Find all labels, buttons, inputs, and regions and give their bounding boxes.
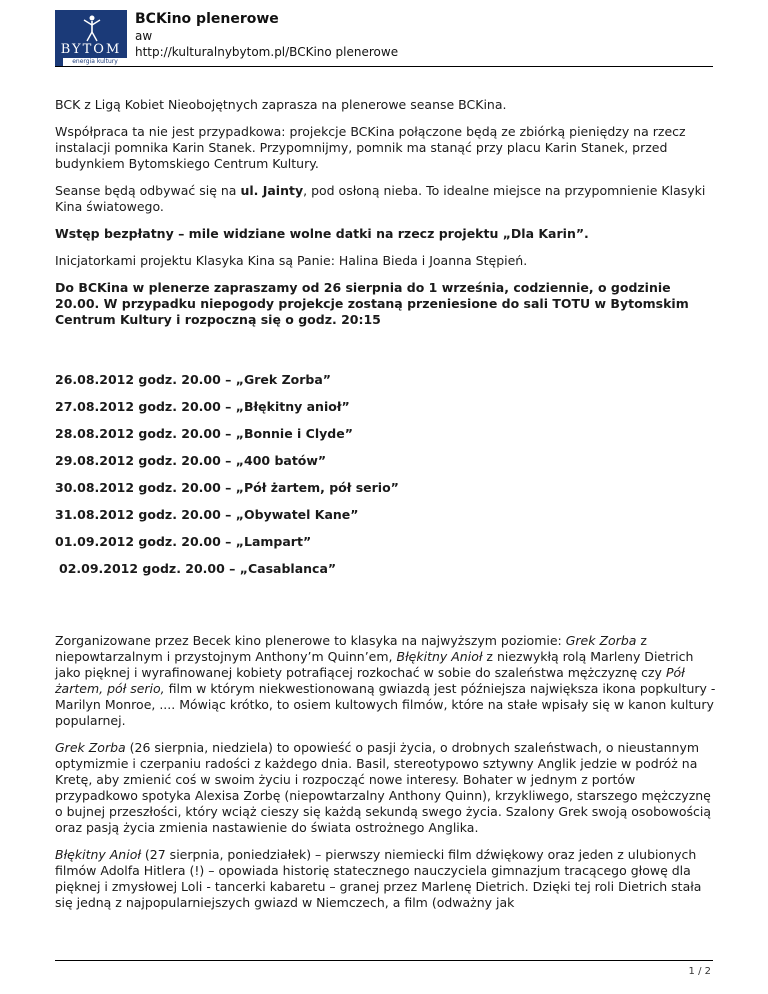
overview-text: z niezwykłą rolą Marleny Dietrich jako pięknej i wyrafinowanej kobiety potrafiącej rozkochać w sobie do szaleństwa mężczyznę czy xyxy=(55,649,694,680)
schedule-item: 26.08.2012 godz. 20.00 – „Grek Zorba” xyxy=(55,372,331,387)
document-header xyxy=(55,10,713,66)
paragraph-intro: BCK z Ligą Kobiet Nieobojętnych zaprasza na plenerowe seanse BCKina. xyxy=(55,97,507,112)
spacer xyxy=(55,588,717,633)
footer-divider xyxy=(55,960,713,961)
paragraph-blekitny-aniol xyxy=(55,847,717,911)
paragraph-overview xyxy=(55,633,717,729)
schedule-item: 27.08.2012 godz. 20.00 – „Błękitny anioł” xyxy=(55,399,350,414)
spacer xyxy=(55,339,717,372)
logo-word: BYTOM xyxy=(60,42,122,57)
schedule-item: 28.08.2012 godz. 20.00 – „Bonnie i Clyde” xyxy=(55,426,353,441)
film-title: Grek Zorba xyxy=(565,633,637,648)
location-text-a: Seanse będą odbywać się na xyxy=(55,183,241,198)
location-text-c: , pod osłoną nieba. To idealne miejsce na przypomnienie Klasyki Kina światowego. xyxy=(55,183,706,214)
article-body xyxy=(55,97,717,922)
bytom-logo xyxy=(55,10,127,66)
paragraph-location xyxy=(55,183,717,215)
overview-text: film w którym niekwestionowaną gwiazdą jest późniejsza największa ikona popkultury - Marilyn Monroe, .... Mówiąc krótko, to osiem kultowych filmów, które na stałe wpisały się w kanon kultury popularnej. xyxy=(55,681,716,728)
document-url[interactable]: http://kulturalnybytom.pl/BCKino plenerowe xyxy=(135,45,399,59)
film-title: Błękitny Anioł xyxy=(396,649,483,664)
film-description: (26 sierpnia, niedziela) to opowieść o pasji życia, o drobnych szaleństwach, o nieustannym optymizmie i czerpaniu radości z każdego dnia. Basil, stereotypowo sztywny Anglik jedzie w podróż na Kretę, aby zmienić coś w swoim życiu i rozpocząć nowe interesy. Bohater w jednym z portów przypadkowo spotyka Alexisa Zorbę (niepowtarzalny Anthony Quinn), krzykliwego, starszego mężczyznę o bujnej przeszłości, który wciąż cieszy się każdą sekundą swego życia. Szalony Grek swoją osobowością oraz pasją życia zmienia nastawienie do świata ostrożnego Anglika. xyxy=(55,740,712,835)
schedule-item: 31.08.2012 godz. 20.00 – „Obywatel Kane” xyxy=(55,507,359,522)
schedule-item: 01.09.2012 godz. 20.00 – „Lampart” xyxy=(55,534,312,549)
paragraph-initiators: Inicjatorkami projektu Klasyka Kina są Panie: Halina Bieda i Joanna Stępień. xyxy=(55,253,528,268)
screening-schedule xyxy=(55,372,717,577)
overview-text: Zorganizowane przez Becek kino plenerowe to klasyka na najwyższym poziomie: xyxy=(55,633,566,648)
film-title: Błękitny Anioł xyxy=(55,847,141,862)
location-street: ul. Jainty xyxy=(240,183,304,198)
schedule-item: 30.08.2012 godz. 20.00 – „Pół żartem, pół serio” xyxy=(55,480,399,495)
paragraph-dates: Do BCKina w plenerze zapraszamy od 26 sierpnia do 1 września, codziennie, o godzinie 20.00. W przypadku niepogody projekcje zostaną przeniesione do sali TOTU w Bytomskim Centrum Kultury i rozpoczną się o godz. 20:15 xyxy=(55,280,689,327)
schedule-item: 02.09.2012 godz. 20.00 – „Casablanca” xyxy=(59,561,337,576)
paragraph-grek-zorba xyxy=(55,740,717,836)
overview-text: z niepowtarzalnym i przystojnym Anthony’m Quinn’em, xyxy=(55,633,647,664)
logo-tagline: energia kultury xyxy=(63,58,127,66)
schedule-item: 29.08.2012 godz. 20.00 – „400 batów” xyxy=(55,453,327,468)
document-title: BCKino plenerowe xyxy=(135,11,279,27)
paragraph-cooperation: Współpraca ta nie jest przypadkowa: projekcje BCKina połączone będą ze zbiórką pieniędzy na rzecz instalacji pomnika Karin Stanek. Przypomnijmy, pomnik ma stanąć przy placu Karin Stanek, przed budynkiem Bytomskiego Centrum Kultury. xyxy=(55,124,686,171)
film-title: Pół żartem, pół serio, xyxy=(55,665,685,696)
paragraph-free-entry: Wstęp bezpłatny – mile widziane wolne datki na rzecz projektu „Dla Karin”. xyxy=(55,226,589,241)
logo-figure-icon xyxy=(83,14,101,42)
film-description: (27 sierpnia, poniedziałek) – pierwszy niemiecki film dźwiękowy oraz jeden z ulubionych filmów Adolfa Hitlera (!) – opowiada historię statecznego nauczyciela gimnazjum tracącego głowę dla pięknej i zmysłowej Loli - tancerki kabaretu – granej przez Marlenę Dietrich. Dzięki tej roli Dietrich stała się jedną z najpopularniejszych gwiazd w Niemczech, a film (odważny jak xyxy=(55,847,702,910)
header-divider xyxy=(55,66,713,67)
document-author: aw xyxy=(135,29,153,43)
film-title: Grek Zorba xyxy=(55,740,126,755)
page-number: 1 / 2 xyxy=(688,966,711,977)
header-text xyxy=(135,10,398,60)
